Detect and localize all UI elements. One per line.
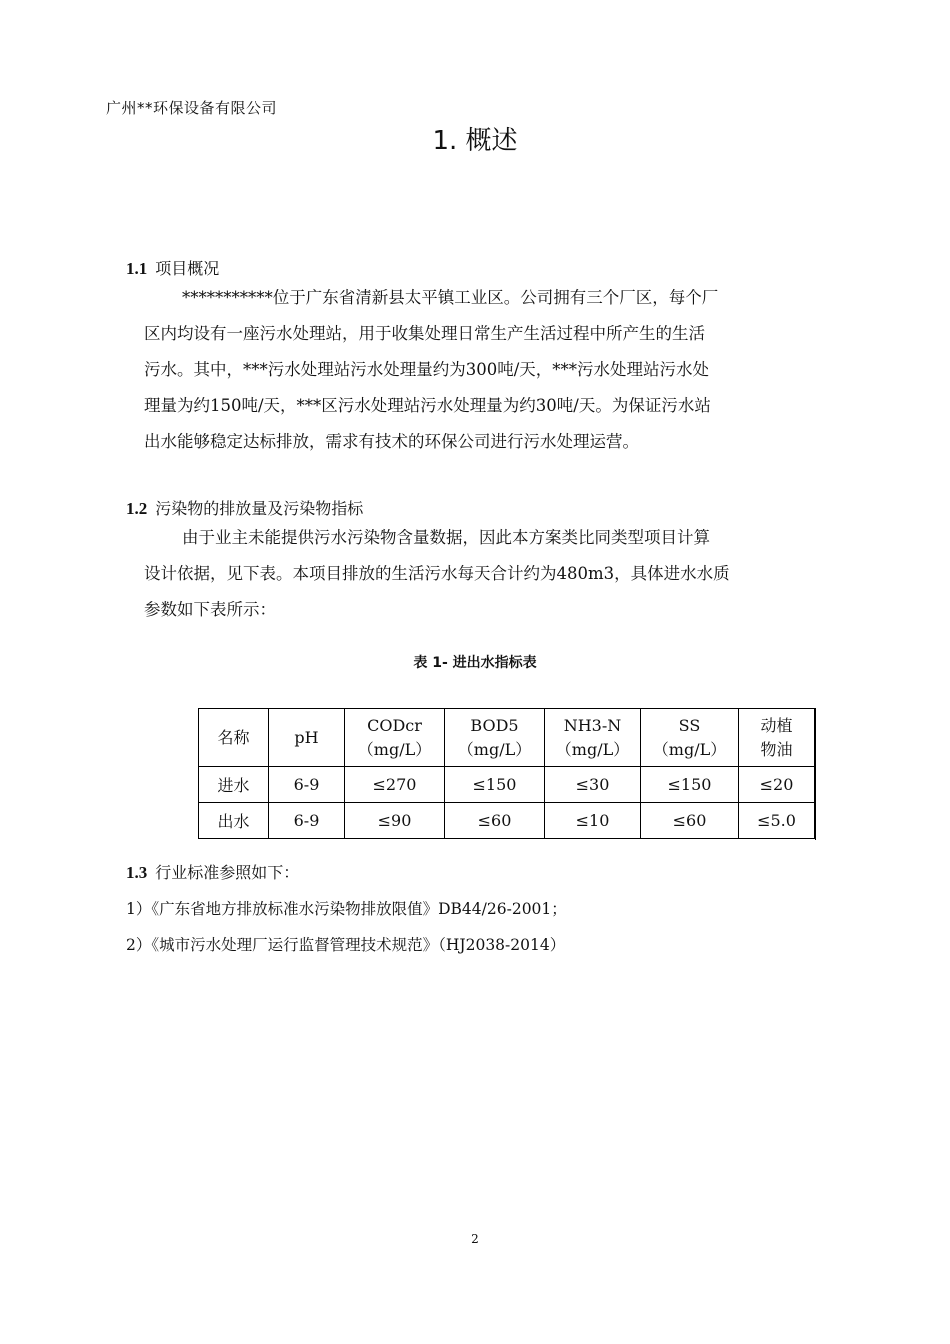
header-label: 物油 bbox=[760, 739, 793, 759]
header-cell bbox=[641, 709, 739, 767]
paragraph-line: 设计依据，见下表。本项目排放的生活污水每天合计约为480m3，具体进水水质 bbox=[144, 564, 730, 583]
header-unit: （mg/L） bbox=[357, 739, 432, 759]
header-cell bbox=[269, 709, 345, 767]
section-title: 污染物的排放量及污染物指标 bbox=[155, 499, 364, 518]
table-border-line bbox=[815, 708, 816, 840]
table-header-row bbox=[199, 709, 815, 767]
header-label: pH bbox=[294, 727, 319, 747]
section-heading-1-1 bbox=[126, 256, 219, 279]
table-cell: ≤30 bbox=[545, 767, 641, 803]
table-cell: ≤150 bbox=[445, 767, 545, 803]
header-cell bbox=[545, 709, 641, 767]
table-cell: 出水 bbox=[199, 803, 269, 839]
paragraph-line: 由于业主未能提供污水污染物含量数据，因此本方案类比同类型项目计算 bbox=[182, 528, 710, 547]
header-cell bbox=[345, 709, 445, 767]
table-cell: ≤60 bbox=[641, 803, 739, 839]
table-cell: ≤270 bbox=[345, 767, 445, 803]
paragraph-line: 理量为约150吨/天，***区污水处理站污水处理量为约30吨/天。为保证污水站 bbox=[144, 396, 711, 415]
header-unit: （mg/L） bbox=[555, 739, 630, 759]
page-title: 1. 概述 bbox=[432, 126, 518, 156]
section-paragraph-1-1 bbox=[144, 280, 812, 460]
section-number: 1.2 bbox=[126, 499, 148, 518]
paragraph-line: 区内均设有一座污水处理站，用于收集处理日常生产生活过程中所产生的生活 bbox=[144, 324, 705, 343]
header-label: SS bbox=[678, 715, 701, 735]
table-cell: 进水 bbox=[199, 767, 269, 803]
paragraph-line: 参数如下表所示： bbox=[144, 600, 276, 619]
header-label: BOD5 bbox=[470, 715, 519, 735]
water-quality-table bbox=[198, 708, 815, 839]
section-title: 行业标准参照如下： bbox=[155, 863, 300, 882]
section-paragraph-1-2 bbox=[144, 520, 812, 628]
table-cell: ≤20 bbox=[739, 767, 815, 803]
table-cell: 6-9 bbox=[269, 803, 345, 839]
table-cell: ≤90 bbox=[345, 803, 445, 839]
reference-item: 2）《城市污水处理厂运行监督管理技术规范》（HJ2038-2014） bbox=[126, 936, 566, 954]
header-unit: （mg/L） bbox=[457, 739, 532, 759]
header-cell bbox=[445, 709, 545, 767]
table-caption: 表 1- 进出水指标表 bbox=[413, 655, 537, 671]
table-cell: ≤60 bbox=[445, 803, 545, 839]
paragraph-line: 出水能够稳定达标排放，需求有技术的环保公司进行污水处理运营。 bbox=[144, 432, 639, 451]
header-cell bbox=[739, 709, 815, 767]
section-number: 1.1 bbox=[126, 259, 148, 278]
header-label: 名称 bbox=[217, 727, 250, 747]
table-cell: ≤150 bbox=[641, 767, 739, 803]
page-number: 2 bbox=[471, 1232, 479, 1246]
table-row bbox=[199, 767, 815, 803]
paragraph-line: 污水。其中，***污水处理站污水处理量约为300吨/天，***污水处理站污水处 bbox=[144, 360, 710, 379]
header-label: 动植 bbox=[760, 715, 793, 735]
reference-item: 1）《广东省地方排放标准水污染物排放限值》DB44/26-2001； bbox=[126, 900, 567, 918]
header-label: NH3-N bbox=[563, 715, 622, 735]
section-number: 1.3 bbox=[126, 863, 148, 882]
company-header: 广州**环保设备有限公司 bbox=[106, 99, 278, 117]
paragraph-line: ***********位于广东省清新县太平镇工业区。公司拥有三个厂区，每个厂 bbox=[182, 288, 719, 307]
header-cell bbox=[199, 709, 269, 767]
section-heading-1-3 bbox=[126, 860, 299, 883]
section-title: 项目概况 bbox=[155, 259, 220, 278]
table-cell: 6-9 bbox=[269, 767, 345, 803]
table-cell: ≤5.0 bbox=[739, 803, 815, 839]
header-unit: （mg/L） bbox=[652, 739, 727, 759]
header-label: CODcr bbox=[367, 715, 422, 735]
table-cell: ≤10 bbox=[545, 803, 641, 839]
table-row bbox=[199, 803, 815, 839]
section-heading-1-2 bbox=[126, 496, 363, 519]
